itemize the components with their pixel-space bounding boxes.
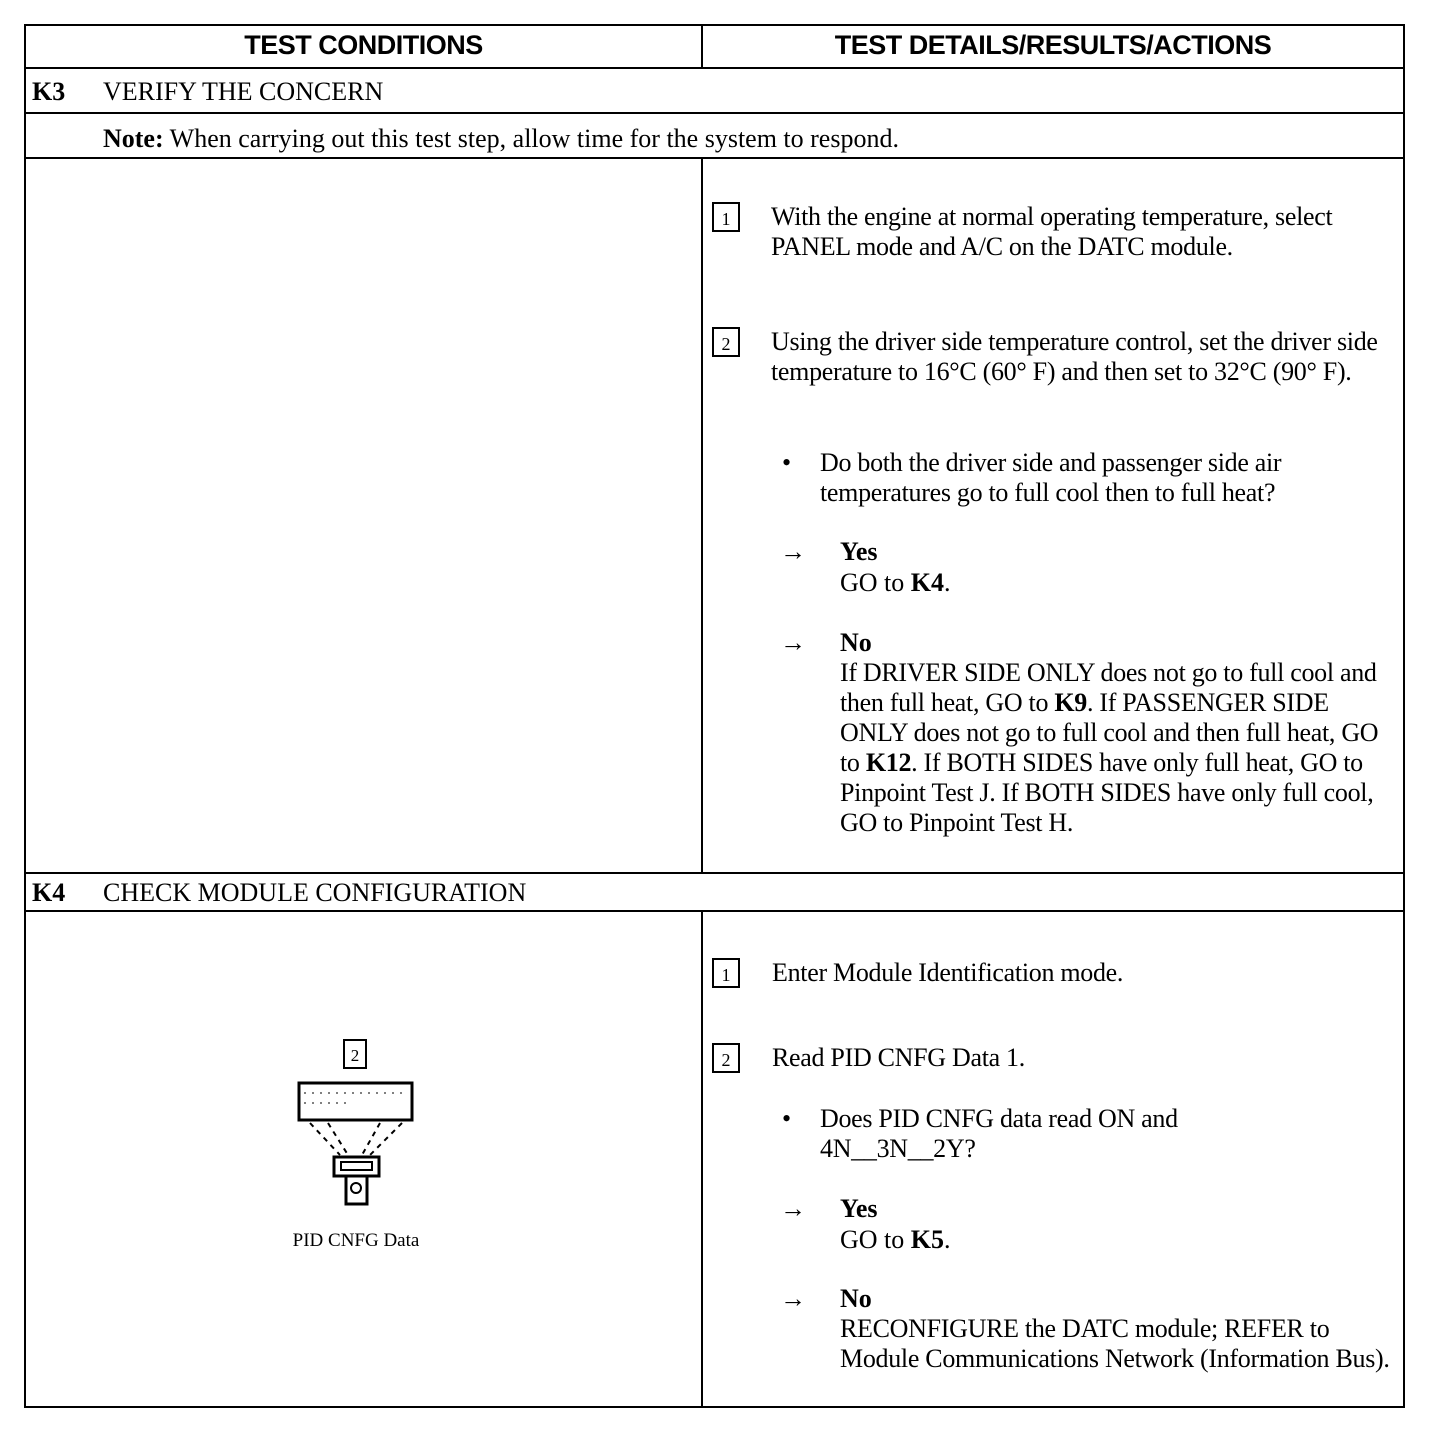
yes-label: Yes <box>840 537 878 566</box>
header-test-details: TEST DETAILS/RESULTS/ACTIONS <box>834 30 1272 60</box>
bullet-icon: • <box>782 1104 792 1133</box>
step-number-box: 2 <box>712 327 740 357</box>
row-divider <box>24 157 1405 159</box>
arrow-right-icon: → <box>780 1194 806 1223</box>
table-border-bottom <box>24 1406 1405 1408</box>
step-text: Using the driver side temperature control, set the driver side temperature to 16°C (60° F) and then set to 32°C (90° F). <box>771 327 1378 386</box>
question-text: Does PID CNFG data read ON and 4N__3N__2Y? <box>820 1104 1178 1163</box>
row-divider <box>24 67 1405 69</box>
table-border-top <box>24 24 1405 26</box>
step-text: Enter Module Identification mode. <box>772 958 1124 987</box>
scan-tool-icon <box>290 1075 425 1210</box>
step-number-box: 1 <box>712 202 740 232</box>
figure-caption: PID CNFG Data <box>292 1230 420 1251</box>
step-link-k12[interactable]: K12 <box>865 748 912 777</box>
note-label: Note: <box>103 124 164 153</box>
step-id-k4: K4 <box>32 878 66 907</box>
question-text: Do both the driver side and passenger side air temperatures go to full cool then to full heat? <box>820 448 1282 507</box>
step-link-k4[interactable]: K4 <box>910 568 945 597</box>
step-title-k4: CHECK MODULE CONFIGURATION <box>103 878 527 907</box>
arrow-right-icon: → <box>780 1284 806 1313</box>
step-title-k3: VERIFY THE CONCERN <box>103 77 384 106</box>
column-divider <box>701 910 703 1407</box>
yes-action: GO to K4. <box>840 568 951 597</box>
step-link-k9[interactable]: K9 <box>1054 688 1087 717</box>
bullet-icon: • <box>782 448 792 477</box>
yes-label: Yes <box>840 1194 878 1223</box>
yes-action: GO to K5. <box>840 1225 951 1254</box>
row-divider <box>24 872 1405 874</box>
note-text: When carrying out this test step, allow time for the system to respond. <box>163 124 899 153</box>
no-action: RECONFIGURE the DATC module; REFER to Module Communications Network (Information Bus). <box>840 1314 1390 1373</box>
no-label: No <box>840 628 872 657</box>
step-number-box: 1 <box>712 958 740 988</box>
table-border-right <box>1403 24 1405 1408</box>
note <box>103 124 899 154</box>
step-number-box: 2 <box>712 1043 740 1073</box>
table-border-left <box>24 24 26 1408</box>
no-label: No <box>840 1284 872 1313</box>
arrow-right-icon: → <box>780 628 806 657</box>
arrow-right-icon: → <box>780 537 806 566</box>
column-divider <box>701 157 703 873</box>
step-id-k3: K3 <box>32 77 66 106</box>
row-divider <box>24 112 1405 114</box>
no-action: If DRIVER SIDE ONLY does not go to full cool and then full heat, GO to K9. If PASSENGER SIDE ONLY does not go to full cool and then full heat, GO to K12. If BOTH SIDES have only full heat, GO to Pinpoint Test J. If BOTH SIDES have only full cool, GO to Pinpoint Test H. <box>840 658 1379 837</box>
step-text: With the engine at normal operating temperature, select PANEL mode and A/C on the DATC module. <box>771 202 1333 261</box>
step-link-k5[interactable]: K5 <box>910 1225 945 1254</box>
step-text: Read PID CNFG Data 1. <box>772 1043 1025 1072</box>
figure-step-box: 2 <box>343 1039 367 1069</box>
header-test-conditions: TEST CONDITIONS <box>244 30 483 60</box>
row-divider <box>24 910 1405 912</box>
